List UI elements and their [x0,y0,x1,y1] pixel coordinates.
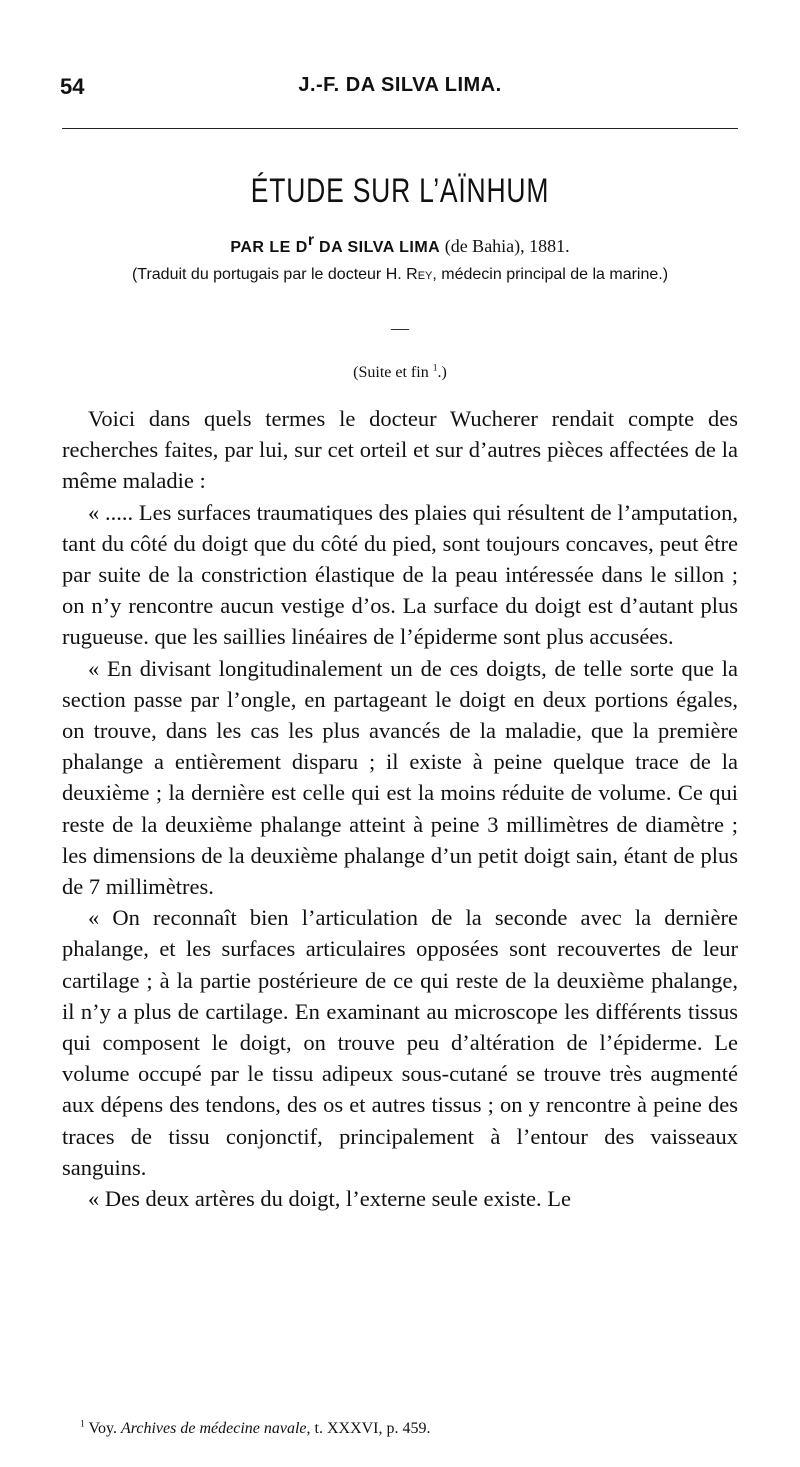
byline-author-name: DA SILVA LIMA [319,239,441,256]
footnote-ref: , t. XXXVI, p. 459. [306,1420,431,1437]
byline-origin: (de Bahia), 1881. [444,236,570,256]
continued-note [0,364,800,382]
continued-footnote-marker: 1 [432,362,438,374]
article-title: ÉTUDE SUR L’AÏNHUM [250,172,550,210]
section-dash: — [391,318,409,338]
footnote [80,1420,740,1438]
header-rule [62,128,738,129]
paragraph: « On reconnaît bien l’articulation de la seconde avec la dernière phalange, et les surfaces articulaires opposées sont recouvertes de leur cartilage ; à la partie postérieure de ce qui reste de la deuxième phalange, il n’y a plus de cartilage. En examinant au microscope les différents tissus qui composent le doigt, on trouve peu d’altération de l’épiderme. Le volume occupé par le tissu adipeux sous-cutané se trouve très augmenté aux dépens des tendons, des os et autres tissus ; on y rencontre à peine des traces de tissu conjonctif, principalement à l’entour des vaisseaux sanguins. [62,905,738,1180]
running-title: J.-F. DA SILVA LIMA. [298,74,502,96]
page-number: 54 [60,74,85,99]
continued-text: (Suite et fin [353,364,429,381]
running-head [60,74,740,108]
translation-note [60,266,740,284]
body-text [62,403,738,1214]
translation-after: , médecin principal de la marine.) [432,266,669,283]
footnote-journal: Archives de médecine navale [120,1420,307,1437]
translation-before: (Traduit du portugais par le docteur H. [131,266,402,283]
paragraph: Voici dans quels termes le docteur Wucherer rendait compte des recherches faites, par lui, sur cet orteil et sur d’autres pièces affectées de la même maladie : [62,406,738,494]
continued-close: .) [437,364,447,381]
paragraph: « Des deux artères du doigt, l’externe seule existe. Le [88,1186,571,1212]
byline-author-sup: r [307,232,315,249]
byline [0,232,800,257]
paragraph: « En divisant longitudinalement un de ces doigts, de telle sorte que la section passe par l’ongle, en partageant le doigt en deux portions égales, on trouve, dans les cas les plus avancés de la maladie, que la première phalange a entièrement disparu ; il existe à peine quelque trace de la deuxième ; la dernière est celle qui est la moins réduite de volume. Ce qui reste de la deuxième phalange atteint à peine 3 millimètres de diamètre ; les dimensions de la deuxième phalange d’un petit doigt sain, étant de plus de 7 millimètres. [62,655,738,900]
paragraph: « ..... Les surfaces traumatiques des plaies qui résultent de l’amputation, tant du côté du doigt que du côté du pied, sont toujours concaves, peut être par suite de la constriction élastique de la peau intéressée dans le sillon ; on n’y rencontre aucun vestige d’os. La surface du doigt est d’autant plus rugueuse. que les saillies linéaires de l’épiderme sont plus accusées. [62,499,738,650]
footnote-marker: 1 [80,1418,85,1430]
translator-name: Rey [406,266,433,283]
footnote-prefix: Voy. [88,1420,117,1437]
byline-author-prefix: PAR LE D [230,239,308,256]
